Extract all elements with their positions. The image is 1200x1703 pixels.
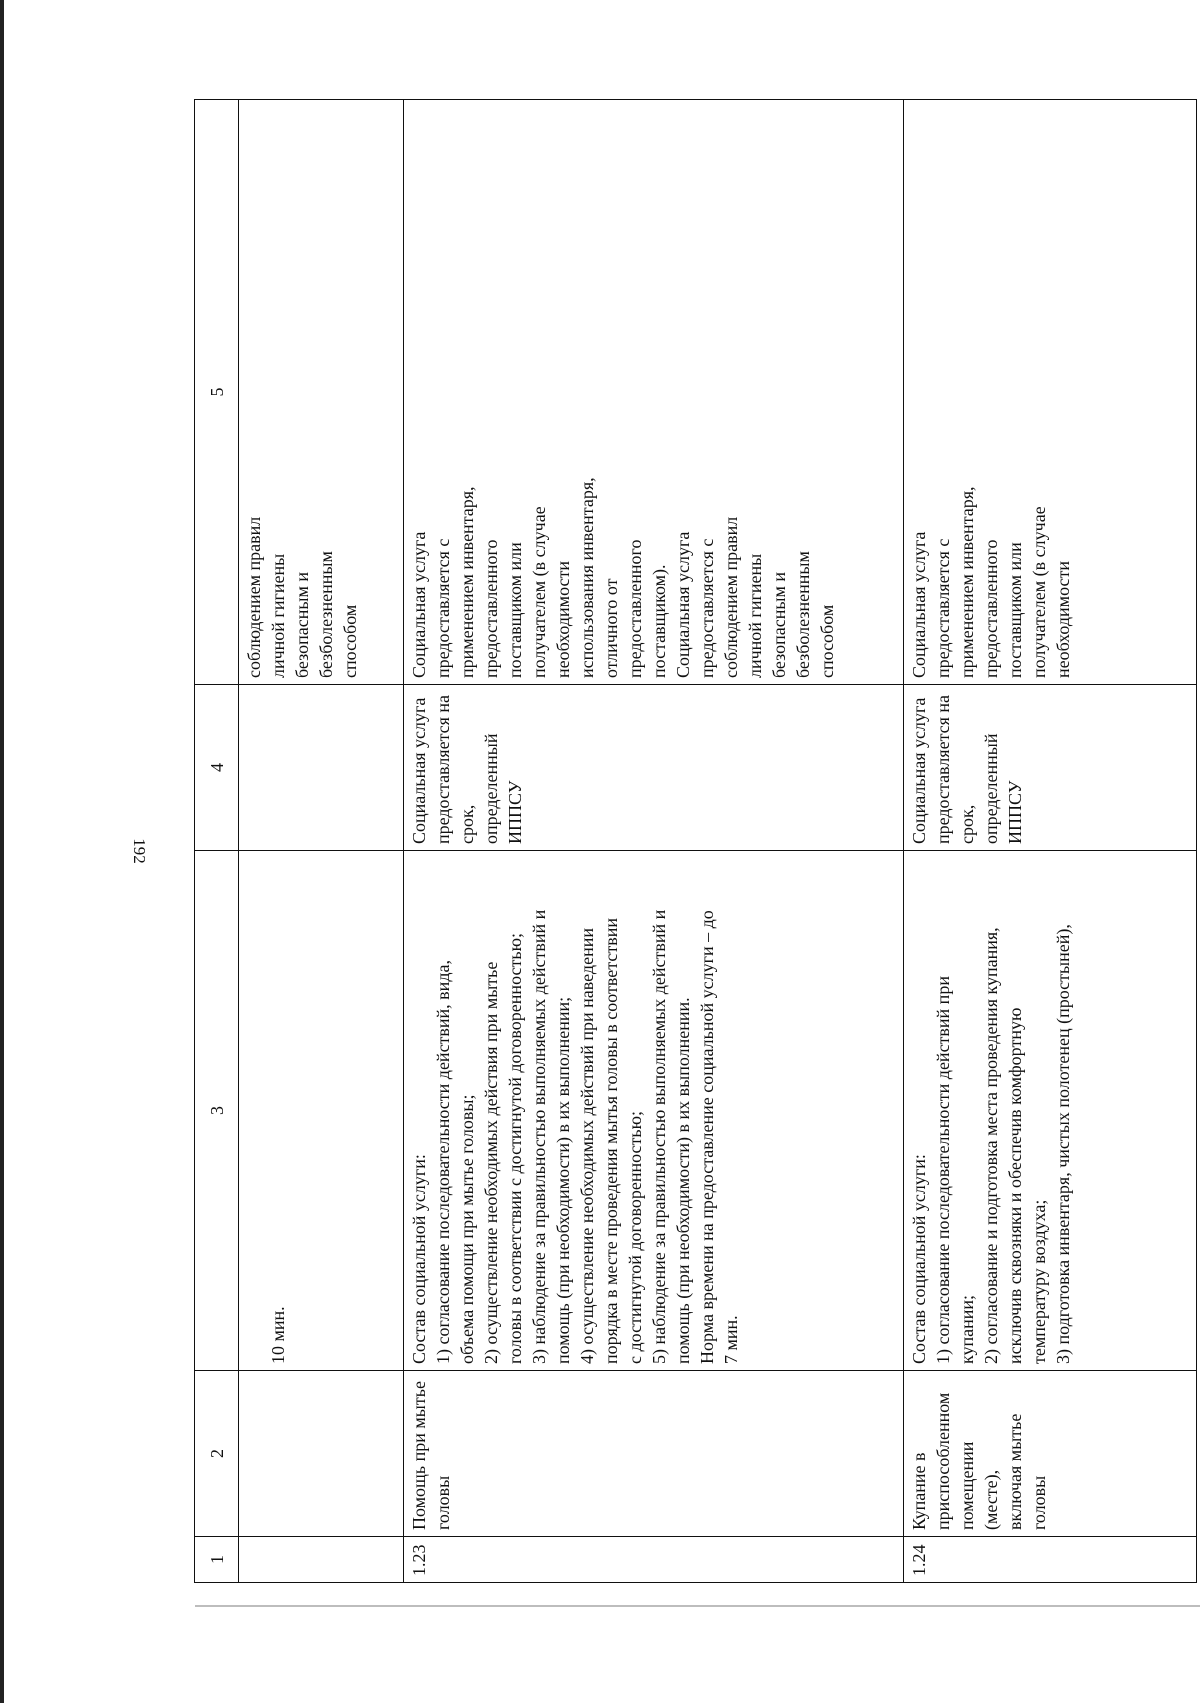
column-header: 5 [195,100,239,685]
table-row [904,100,1197,1583]
service-term-cell: Социальная услуга предоставляется на срок, определенный ИППСУ [904,685,1197,851]
table-row [404,100,904,1583]
service-term-cell: Социальная услуга предоставляется на срок, определенный ИППСУ [404,685,904,851]
scan-bottom-line [195,1605,1200,1607]
service-term-cell [239,685,404,851]
column-header: 4 [195,685,239,851]
service-conditions-cell: Социальная услуга предоставляется с применением инвентаря, предоставленного поставщиком или получателем (в случае необходимости [904,100,1197,685]
column-header: 1 [195,1537,239,1583]
table-header-row [195,100,239,1583]
service-name-cell: Помощь при мытье головы [404,1371,904,1537]
service-content-cell: Состав социальной услуги: 1) согласование последовательности действий при купании; 2) согласование и подготовка места проведения купания, исключив сквозняки и обеспечив комфортную температуру воздуха; 3) подготовка инвентаря, чистых полотенец (простыней), [904,851,1197,1371]
service-content-cell: 10 мин. [239,851,404,1371]
rotated-table-container [194,100,1197,1583]
scan-edge-line [0,0,4,1703]
row-id-cell: 1.24 [904,1537,1197,1583]
services-table [194,99,1197,1583]
service-name-cell: Купание в приспособленном помещении (месте), включая мытье головы [904,1371,1197,1537]
column-header: 3 [195,851,239,1371]
page-number: 192 [130,838,149,864]
column-header: 2 [195,1371,239,1537]
table-row [239,100,404,1583]
service-conditions-cell: Социальная услуга предоставляется с применением инвентаря, предоставленного поставщиком или получателем (в случае необходимости использования инвентаря, отличного от предоставленного поставщиком). Социальная услуга предоставляется с соблюдением правил личной гигиены безопасным и безболезненным способом [404,100,904,685]
row-id-cell: 1.23 [404,1537,904,1583]
row-id-cell [239,1537,404,1583]
service-conditions-cell: соблюдением правил личной гигиены безопасным и безболезненным способом [239,100,404,685]
service-name-cell [239,1371,404,1537]
service-content-cell: Состав социальной услуги: 1) согласование последовательности действий, вида, объема помощи при мытье головы; 2) осуществление необходимых действия при мытье головы в соответствии с достигнутой договоренностью; 3) наблюдение за правильностью выполняемых действий и помощь (при необходимости) в их выполнении; 4) осуществление необходимых действий при наведении порядка в месте проведения мытья головы в соответствии с достигнутой договоренностью; 5) наблюдение за правильностью выполняемых действий и помощь (при необходимости) в их выполнении. Норма времени на предоставление социальной услуги – до 7 мин. [404,851,904,1371]
